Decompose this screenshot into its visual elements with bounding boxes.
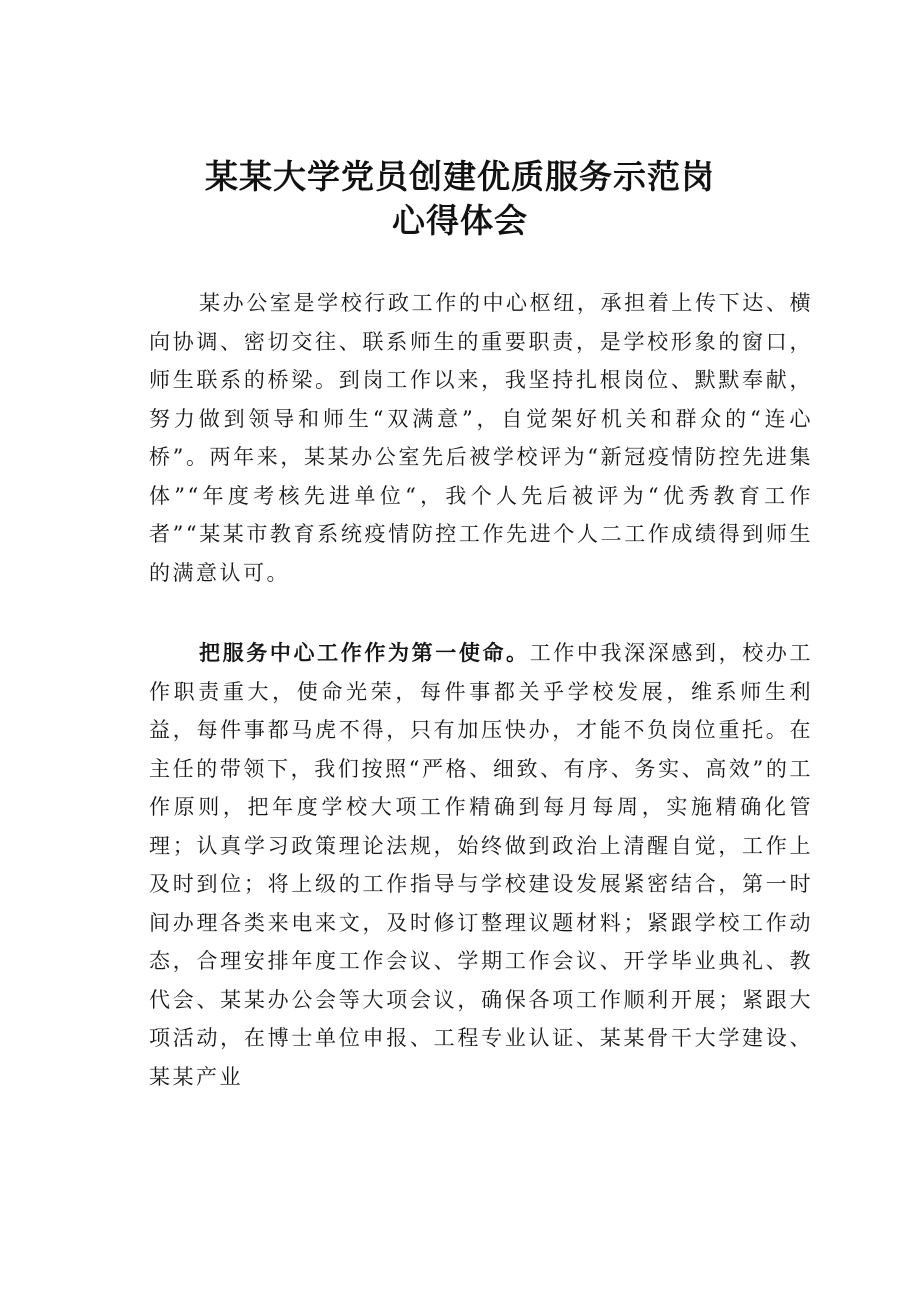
document-title-line-2: 心得体会 bbox=[392, 201, 528, 240]
document-title-line-1: 某某大学党员创建优质服务示范岗 bbox=[205, 157, 715, 196]
paragraph-2-lead-heading: 把服务中心工作作为第一使命。 bbox=[199, 640, 530, 665]
paragraph-1-text: 某办公室是学校行政工作的中心枢纽，承担着上传下达、横向协调、密切交往、联系师生的重要职责，是学校形象的窗口，师生联系的桥梁。到岗工作以来，我坚持扎根岗位、默默奉献，努力做到领导和师生“双满意”，自觉架好机关和群众的“连心桥”。两年来，某某办公室先后被学校评为“新冠疫情防控先进集体”“年度考核先进单位“，我个人先后被评为“优秀教育工作者”“某某市教育系统疫情防控工作先进个人二工作成绩得到师生的满意认可。 bbox=[149, 291, 813, 585]
paragraph-2-text: 工作中我深深感到，校办工作职责重大，使命光荣，每件事都关乎学校发展，维系师生利益，每件事都马虎不得，只有加压快办，才能不负岗位重托。在主任的带领下，我们按照“严格、细致、有序、务实、高效”的工作原则，把年度学校大项工作精确到每月每周，实施精确化管理；认真学习政策理论法规，始终做到政治上清醒自觉，工作上及时到位；将上级的工作指导与学校建设发展紧密结合，第一时间办理各类来电来文，及时修订整理议题材料；紧跟学校工作动态，合理安排年度工作会议、学期工作会议、开学毕业典礼、教代会、某某办公会等大项会议，确保各项工作顺利开展；紧跟大项活动，在博士单位申报、工程专业认证、某某骨干大学建设、某某产业 bbox=[149, 641, 814, 1089]
body-paragraph-1 bbox=[149, 284, 813, 592]
body-paragraph-2 bbox=[149, 634, 813, 1096]
